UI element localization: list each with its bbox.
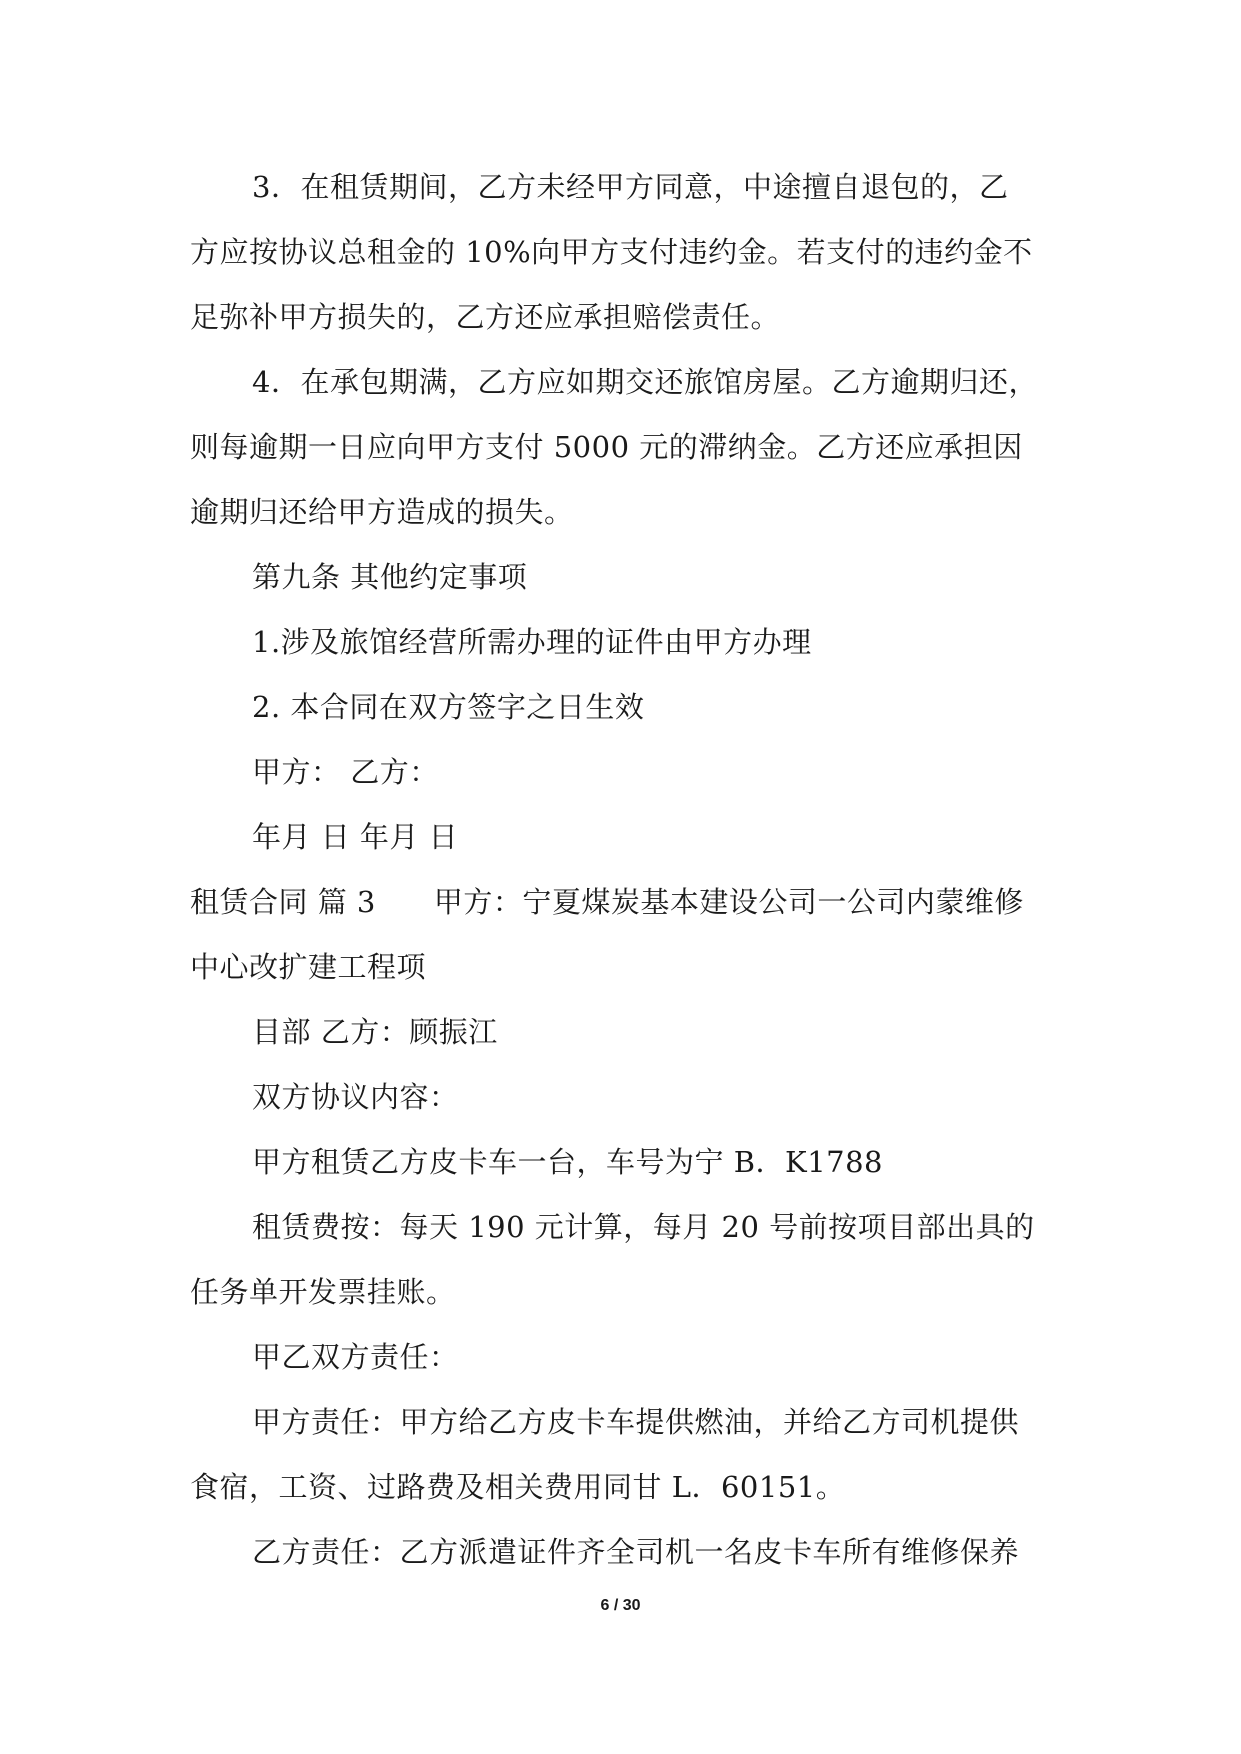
paragraph-line: 则每逾期一日应向甲方支付 5000 元的滞纳金。乙方还应承担因 (190, 430, 1023, 464)
paragraph-line: 租赁费按：每天 190 元计算，每月 20 号前按项目部出具的 (252, 1210, 1035, 1244)
paragraph-line: 乙方责任：乙方派遣证件齐全司机一名皮卡车所有维修保养 (252, 1535, 1020, 1569)
signature-parties: 甲方： 乙方： (252, 755, 439, 789)
paragraph-line: 甲方租赁乙方皮卡车一台，车号为宁 B．K1788 (252, 1145, 883, 1179)
paragraph-line: 甲方责任：甲方给乙方皮卡车提供燃油，并给乙方司机提供 (252, 1405, 1020, 1439)
paragraph-line: 足弥补甲方损失的，乙方还应承担赔偿责任。 (190, 300, 781, 334)
paragraph-line: 逾期归还给甲方造成的损失。 (190, 495, 574, 529)
paragraph-line: 方应按协议总租金的 10%向甲方支付违约金。若支付的违约金不 (190, 235, 1033, 269)
paragraph-line: 2. 本合同在双方签字之日生效 (252, 690, 645, 724)
document-page (190, 155, 1058, 1585)
contract-title-line (190, 870, 1058, 935)
section-heading: 第九条 其他约定事项 (252, 560, 528, 594)
party-a: 甲方：宁夏煤炭基本建设公司一公司内蒙维修 (433, 885, 1024, 919)
paragraph-line: 甲乙双方责任： (252, 1340, 459, 1374)
paragraph-line: 目部 乙方：顾振江 (252, 1015, 498, 1049)
contract-title: 租赁合同 篇 3 (190, 885, 376, 919)
page-number: 6 / 30 (600, 1597, 641, 1614)
signature-dates: 年月 日 年月 日 (252, 820, 459, 854)
paragraph-line: 双方协议内容： (252, 1080, 459, 1114)
paragraph-line: 任务单开发票挂账。 (190, 1275, 456, 1309)
paragraph-line: 中心改扩建工程项 (190, 950, 427, 984)
paragraph-line: 4．在承包期满，乙方应如期交还旅馆房屋。乙方逾期归还， (252, 365, 1038, 399)
paragraph-line: 食宿，工资、过路费及相关费用同甘 L．60151。 (190, 1470, 846, 1504)
paragraph-line: 1.涉及旅馆经营所需办理的证件由甲方办理 (252, 625, 812, 659)
paragraph-line: 3．在租赁期间，乙方未经甲方同意，中途擅自退包的，乙 (252, 170, 1009, 204)
